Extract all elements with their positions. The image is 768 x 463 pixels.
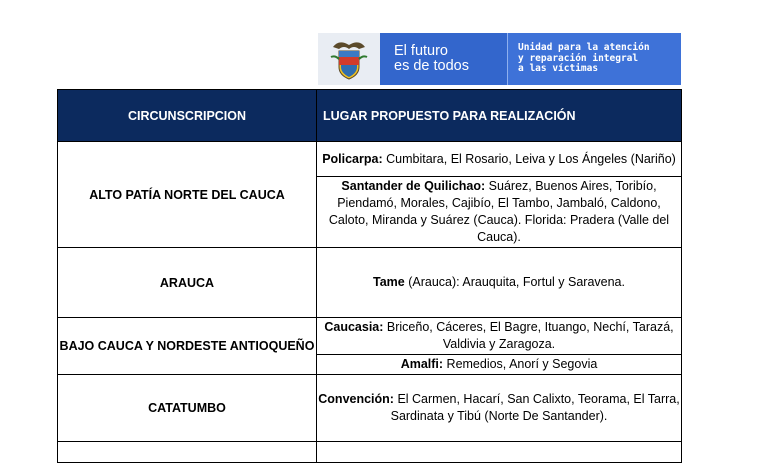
circunscripcion-cell: CATATUMBO bbox=[58, 375, 317, 442]
circunscripcion-cell: ARAUCA bbox=[58, 248, 317, 318]
place-cell bbox=[317, 142, 682, 177]
logo-banner bbox=[318, 33, 681, 85]
header-circunscripcion: CIRCUNSCRIPCION bbox=[58, 90, 317, 142]
place-cell bbox=[317, 248, 682, 318]
place-cell bbox=[317, 318, 682, 355]
table-row bbox=[58, 142, 682, 177]
place-head: Tame bbox=[373, 275, 405, 289]
place-head: Policarpa: bbox=[322, 151, 383, 166]
place-head: Amalfi: bbox=[400, 357, 444, 371]
table-row bbox=[58, 442, 682, 463]
table-row bbox=[58, 248, 682, 318]
unit-name bbox=[507, 33, 681, 85]
colombia-coat-of-arms-icon bbox=[318, 33, 380, 85]
unit-line-2: y reparación integral bbox=[518, 52, 639, 64]
tagline-line-2: es de todos bbox=[394, 58, 469, 74]
unit-line-1: Unidad para la atención bbox=[518, 42, 650, 54]
place-text: Remedios, Anorí y Segovia bbox=[443, 357, 598, 371]
place-text: Briceño, Cáceres, El Bagre, Ituango, Nechí, Tarazá, Valdivia y Zaragoza. bbox=[383, 320, 674, 351]
circunscripcion-cell: ALTO PATÍA NORTE DEL CAUCA bbox=[58, 142, 317, 248]
place-head: Caucasia: bbox=[324, 320, 384, 334]
circumscriptions-table bbox=[57, 89, 682, 463]
gov-tagline bbox=[380, 33, 507, 85]
place-cell bbox=[317, 355, 682, 375]
place-cell bbox=[317, 375, 682, 442]
place-cell bbox=[317, 442, 682, 463]
table-row bbox=[58, 375, 682, 442]
circunscripcion-cell bbox=[58, 442, 317, 463]
unit-line-3: a las víctimas bbox=[518, 63, 599, 75]
place-cell bbox=[317, 177, 682, 248]
place-text: El Carmen, Hacarí, San Calixto, Teorama, El Tarra, Sardinata y Tibú (Norte De Santander). bbox=[390, 392, 680, 423]
place-text: (Arauca): Arauquita, Fortul y Saravena. bbox=[404, 275, 625, 289]
circunscripcion-cell: BAJO CAUCA Y NORDESTE ANTIOQUEÑO bbox=[58, 318, 317, 375]
place-head: Santander de Quilichao: bbox=[341, 179, 486, 193]
place-head: Convención: bbox=[318, 392, 394, 406]
table-row bbox=[58, 318, 682, 355]
table-header-row bbox=[58, 90, 682, 142]
tagline-line-1: El futuro bbox=[394, 43, 448, 59]
header-lugar: LUGAR PROPUESTO PARA REALIZACIÓN bbox=[317, 90, 682, 142]
place-text: Cumbitara, El Rosario, Leiva y Los Ángeles (Nariño) bbox=[382, 151, 676, 166]
place-text: Suárez, Buenos Aires, Toribío, Piendamó, Morales, Cajibío, El Tambo, Jambaló, Caldono, Caloto, Miranda y Suárez (Cauca). Florida: Pradera (Valle del Cauca). bbox=[328, 179, 670, 244]
